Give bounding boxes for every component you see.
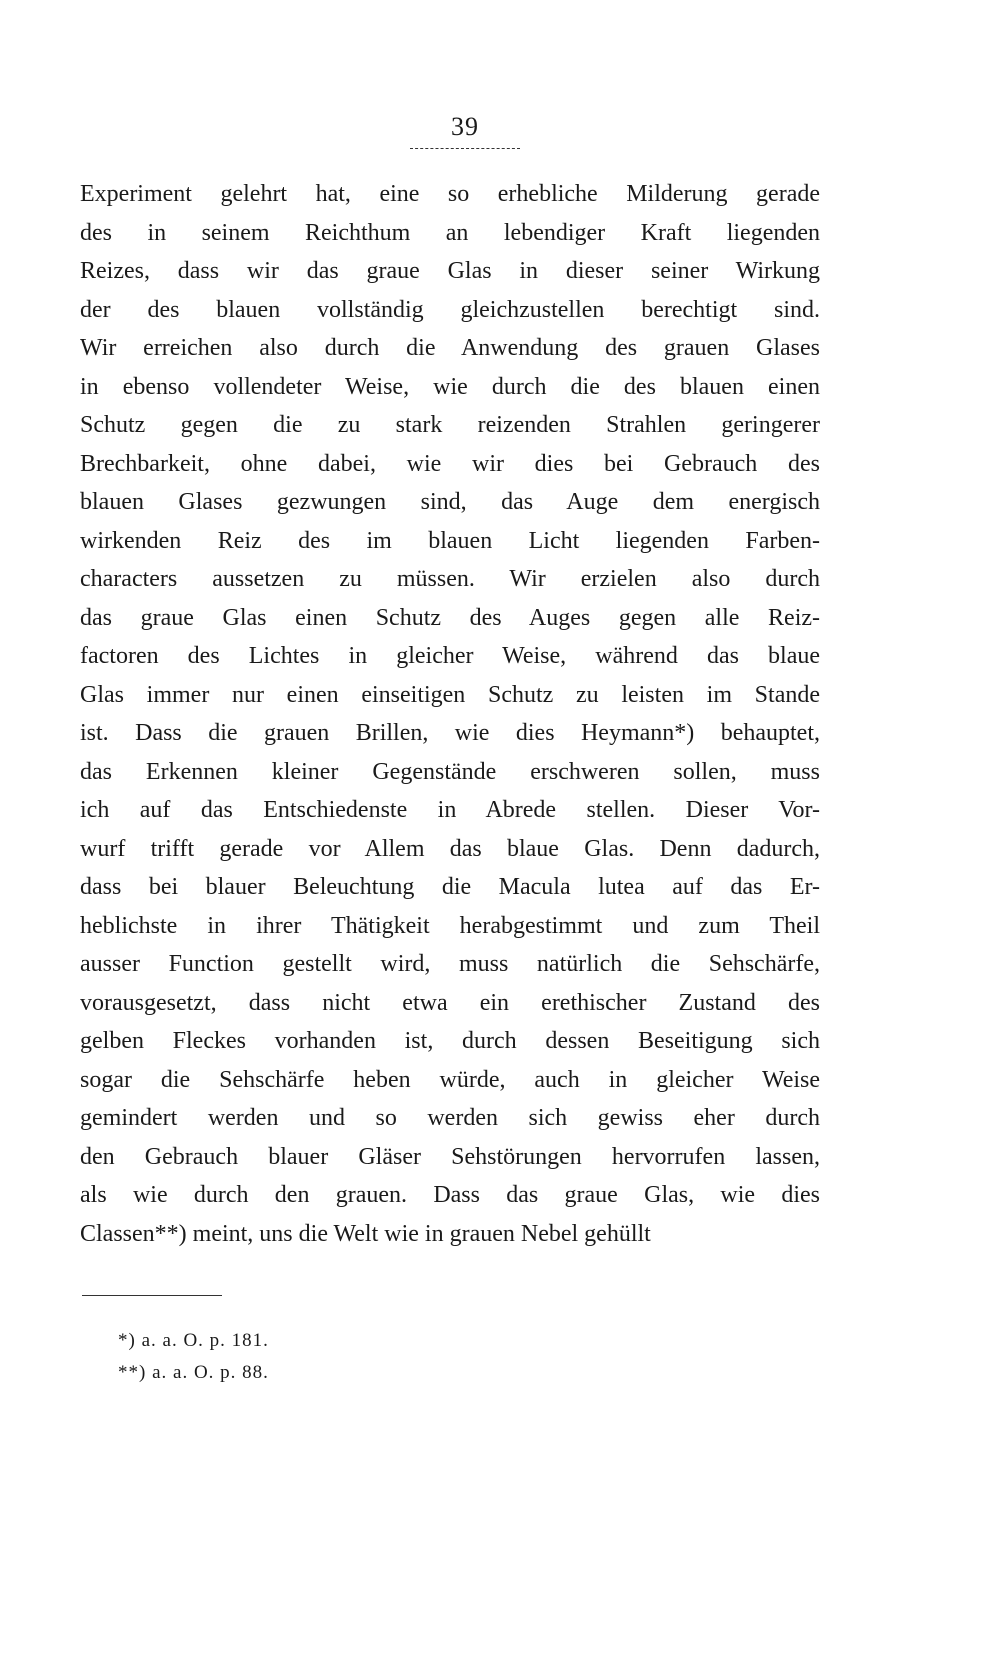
- text-line: als wie durch den grauen. Dass das graue Glas, wie dies: [80, 1182, 820, 1208]
- text-line: blauen Glases gezwungen sind, das Auge dem energisch: [80, 489, 820, 515]
- text-line: das Erkennen kleiner Gegenstände erschweren sollen, muss: [80, 758, 820, 785]
- text-line: den Gebrauch blauer Gläser Sehstörungen hervorrufen lassen,: [80, 1143, 820, 1170]
- text-line: Reizes, dass wir das graue Glas in dieser seiner Wirkung: [80, 258, 820, 284]
- text-line: Glas immer nur einen einseitigen Schutz zu leisten im Stande: [80, 681, 820, 708]
- page-number: 39: [451, 112, 479, 141]
- footnotes: [118, 1325, 518, 1389]
- text-line: Brechbarkeit, ohne dabei, wie wir dies bei Gebrauch des: [80, 450, 820, 477]
- text-line: ist. Dass die grauen Brillen, wie dies Heymann*) behauptet,: [80, 720, 820, 746]
- text-line: in ebenso vollendeter Weise, wie durch die des blauen einen: [80, 373, 820, 400]
- text-line: ich auf das Entschiedenste in Abrede stellen. Dieser Vor-: [80, 797, 820, 823]
- text-line: Classen**) meint, uns die Welt wie in grauen Nebel gehüllt: [80, 1220, 651, 1247]
- text-line: wirkenden Reiz des im blauen Licht liegenden Farben-: [80, 527, 820, 554]
- text-line: des in seinem Reichthum an lebendiger Kraft liegenden: [80, 219, 820, 246]
- text-line: factoren des Lichtes in gleicher Weise, während das blaue: [80, 643, 820, 669]
- text-line: das graue Glas einen Schutz des Auges gegen alle Reiz-: [80, 604, 820, 631]
- text-line: Schutz gegen die zu stark reizenden Strahlen geringerer: [80, 412, 820, 438]
- text-line: ausser Function gestellt wird, muss natürlich die Sehschärfe,: [80, 951, 820, 977]
- text-line: wurf trifft gerade vor Allem das blaue Glas. Denn dadurch,: [80, 835, 820, 862]
- text-line: Wir erreichen also durch die Anwendung des grauen Glases: [80, 335, 820, 361]
- text-line: sogar die Sehschärfe heben würde, auch in gleicher Weise: [80, 1066, 820, 1093]
- body-text: [80, 175, 820, 1253]
- text-line: Experiment gelehrt hat, eine so erhebliche Milderung gerade: [80, 181, 820, 207]
- footnote: **) a. a. O. p. 88.: [118, 1362, 269, 1383]
- page-number-rule: [410, 148, 520, 149]
- text-line: dass bei blauer Beleuchtung die Macula lutea auf das Er-: [80, 874, 820, 900]
- text-line: gelben Fleckes vorhanden ist, durch dessen Beseitigung sich: [80, 1028, 820, 1054]
- text-line: vorausgesetzt, dass nicht etwa ein erethischer Zustand des: [80, 989, 820, 1016]
- text-line: der des blauen vollständig gleichzustellen berechtigt sind.: [80, 296, 820, 323]
- text-line: heblichste in ihrer Thätigkeit herabgestimmt und zum Theil: [80, 912, 820, 939]
- footnote: *) a. a. O. p. 181.: [118, 1330, 269, 1351]
- text-line: characters aussetzen zu müssen. Wir erzielen also durch: [80, 566, 820, 592]
- text-line: gemindert werden und so werden sich gewiss eher durch: [80, 1105, 820, 1131]
- footnote-rule: [82, 1295, 222, 1296]
